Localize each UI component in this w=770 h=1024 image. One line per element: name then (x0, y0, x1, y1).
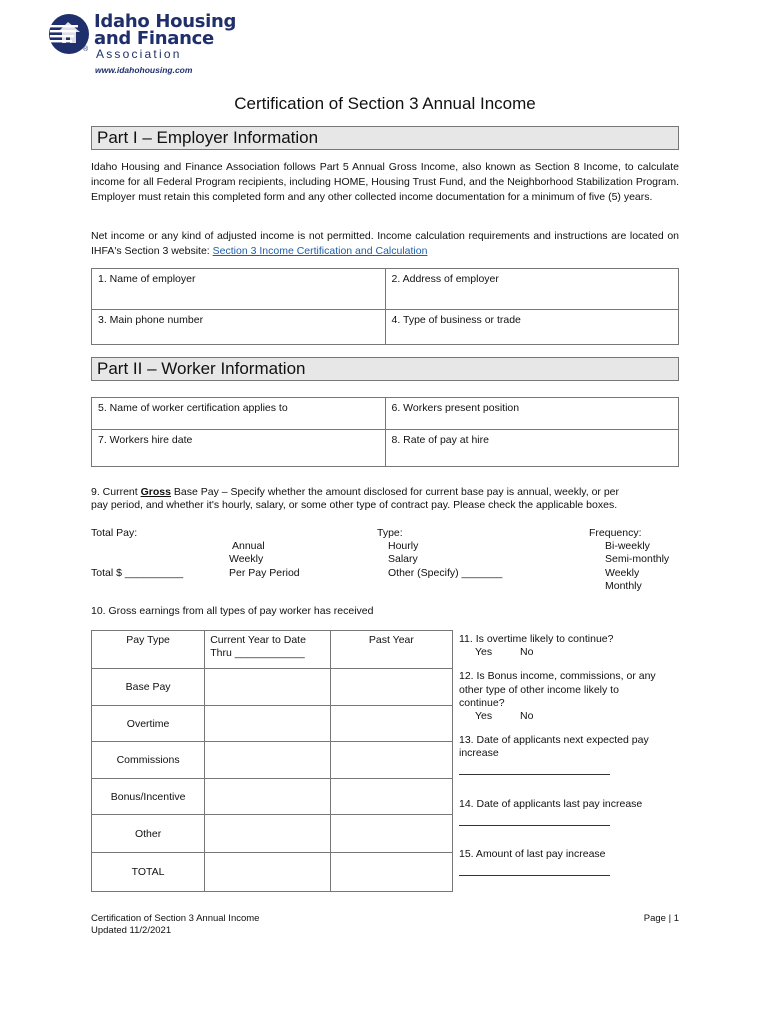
table-row (92, 669, 453, 706)
q11-label: 11. Is overtime likely to continue? (459, 633, 614, 645)
q9-line2: pay period, and whether it's hourly, salary, or some other type of contract pay. Please check the applicable boxes. (91, 499, 618, 511)
total-amount-field[interactable]: Total $ __________ (91, 567, 184, 579)
employer-row-2 (92, 310, 678, 344)
q14-answer-line[interactable] (459, 825, 610, 826)
frequency-label: Frequency: (589, 527, 642, 539)
q12-line1: 12. Is Bonus income, commissions, or any (459, 670, 656, 682)
frequency-semimonthly[interactable]: Semi-monthly (605, 553, 670, 565)
worker-row-2 (92, 430, 678, 466)
row-label-overtime: Overtime (92, 706, 205, 742)
logo-name-line1: Idaho Housing (94, 11, 237, 32)
employer-row-1 (92, 269, 678, 310)
row-label-base-pay: Base Pay (92, 669, 205, 706)
q11-yes-option[interactable]: Yes (475, 646, 493, 658)
col-pay-type: Pay Type (92, 631, 205, 669)
registered-mark: ® (83, 46, 89, 53)
row-label-commissions: Commissions (92, 742, 205, 779)
business-type-field[interactable]: 4. Type of business or trade (391, 314, 521, 326)
q13-line2: increase (459, 747, 499, 759)
table-row (92, 742, 453, 779)
worker-name-field[interactable]: 5. Name of worker certification applies to (92, 398, 386, 429)
q9-gross: Gross (140, 486, 171, 498)
q15-answer-line[interactable] (459, 875, 610, 876)
thru-date-field[interactable]: Thru ____________ (210, 647, 305, 659)
q14-label: 14. Date of applicants last pay increase (459, 798, 643, 810)
table-row (92, 853, 453, 892)
hire-date-field[interactable]: 7. Workers hire date (92, 430, 386, 466)
q12-line2: other type of other income likely to (459, 684, 619, 696)
gross-earnings-table (91, 630, 453, 892)
table-row (92, 779, 453, 815)
logo-name-line2: and Finance (94, 28, 214, 49)
frequency-biweekly[interactable]: Bi-weekly (605, 540, 650, 552)
bonus-ytd-cell[interactable] (205, 779, 331, 815)
base-pay-past-year-cell[interactable] (330, 669, 452, 706)
worker-position-field[interactable]: 6. Workers present position (391, 402, 520, 414)
employer-name-field[interactable]: 1. Name of employer (92, 269, 386, 309)
period-weekly[interactable]: Weekly (229, 553, 264, 565)
overtime-ytd-cell[interactable] (205, 706, 331, 742)
other-ytd-cell[interactable] (205, 815, 331, 853)
period-per-pay[interactable]: Per Pay Period (229, 567, 300, 579)
footer-left (91, 913, 259, 937)
type-salary[interactable]: Salary (388, 553, 418, 565)
q15-label: 15. Amount of last pay increase (459, 848, 606, 860)
part1-net-income-paragraph (91, 229, 679, 259)
total-past-year-cell[interactable] (330, 853, 452, 892)
type-hourly[interactable]: Hourly (388, 540, 419, 552)
type-label: Type: (377, 527, 403, 539)
footer-updated-date: Updated 11/2/2021 (91, 925, 172, 936)
page-number: Page | 1 (643, 913, 679, 924)
period-annual[interactable]: Annual (232, 540, 265, 552)
q12-line3: continue? (459, 697, 505, 709)
row-label-other: Other (92, 815, 205, 853)
other-past-year-cell[interactable] (330, 815, 452, 853)
footer-form-name: Certification of Section 3 Annual Income (91, 913, 260, 924)
bonus-past-year-cell[interactable] (330, 779, 452, 815)
total-pay-label: Total Pay: (91, 527, 138, 539)
q13-line1: 13. Date of applicants next expected pay (459, 734, 649, 746)
frequency-weekly[interactable]: Weekly (605, 567, 640, 579)
section3-website-link[interactable]: Section 3 Income Certification and Calculation (212, 245, 428, 257)
worker-info-grid (91, 397, 679, 467)
frequency-monthly[interactable]: Monthly (605, 580, 642, 592)
worker-row-1 (92, 398, 678, 430)
employer-info-grid (91, 268, 679, 345)
q11-no-option[interactable]: No (520, 646, 534, 658)
logo-association: Association (96, 47, 182, 61)
q13-answer-line[interactable] (459, 774, 610, 775)
type-other[interactable]: Other (Specify) _______ (388, 567, 503, 579)
part1-heading: Part I – Employer Information (91, 126, 679, 150)
table-header-row (92, 631, 453, 669)
q9-line1 (91, 486, 619, 500)
table-row (92, 706, 453, 742)
part2-heading: Part II – Worker Information (91, 357, 679, 381)
col-current-ytd (205, 631, 331, 669)
part1-intro-paragraph: Idaho Housing and Finance Association follows Part 5 Annual Gross Income, also known as Section 8 Income, to calculate income for all Federal Program recipients, including HOME, Housing Trust Fund, and the Neighborhood Stabilization Program. Employer must retain this completed form and any other collected income documentation for a minimum of five (5) years. (91, 161, 679, 203)
part1-net-income-text: Net income or any kind of adjusted income is not permitted. Income calculation requirements and instructions are located on IHFA's Section 3 website: (91, 230, 679, 257)
total-ytd-cell[interactable] (205, 853, 331, 892)
q12-no-option[interactable]: No (520, 710, 534, 722)
col-past-year: Past Year (330, 631, 452, 669)
q9-rest: Base Pay – Specify whether the amount disclosed for current base pay is annual, weekly, or per (170, 486, 620, 498)
overtime-past-year-cell[interactable] (330, 706, 452, 742)
main-phone-field[interactable]: 3. Main phone number (92, 310, 386, 344)
document-title: Certification of Section 3 Annual Income (234, 94, 536, 113)
q10-label: 10. Gross earnings from all types of pay worker has received (91, 605, 374, 617)
col-current-ytd-label: Current Year to Date (210, 634, 306, 646)
base-pay-ytd-cell[interactable] (205, 669, 331, 706)
q12-yes-option[interactable]: Yes (475, 710, 493, 722)
logo-website: www.idahohousing.com (95, 65, 193, 75)
logo-name (94, 13, 236, 47)
commissions-ytd-cell[interactable] (205, 742, 331, 779)
employer-address-field[interactable]: 2. Address of employer (391, 273, 499, 285)
row-label-bonus: Bonus/Incentive (92, 779, 205, 815)
q9-prefix: 9. Current (91, 486, 141, 498)
commissions-past-year-cell[interactable] (330, 742, 452, 779)
table-row (92, 815, 453, 853)
row-label-total: TOTAL (92, 853, 205, 892)
pay-rate-field[interactable]: 8. Rate of pay at hire (391, 434, 489, 446)
